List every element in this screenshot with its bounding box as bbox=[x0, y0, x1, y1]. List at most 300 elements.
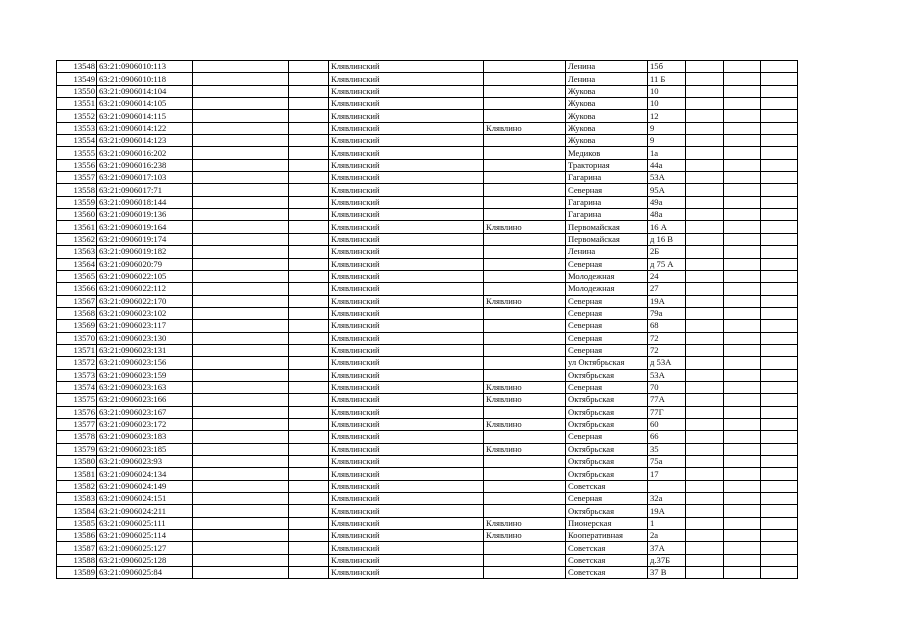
cell: Клявлинский bbox=[329, 159, 484, 171]
empty-cell bbox=[193, 307, 289, 319]
empty-cell bbox=[289, 184, 329, 196]
cadastral-number: 63:21:0906019:164 bbox=[97, 221, 193, 233]
property-registry-table bbox=[56, 60, 798, 579]
empty-cell bbox=[761, 221, 798, 233]
empty-cell bbox=[724, 554, 761, 566]
settlement bbox=[484, 493, 566, 505]
cell: Клявлинский bbox=[329, 110, 484, 122]
empty-cell bbox=[193, 320, 289, 332]
cadastral-number: 63:21:0906024:134 bbox=[97, 468, 193, 480]
cell: Клявлинский bbox=[329, 209, 484, 221]
empty-cell bbox=[686, 357, 724, 369]
cell: Клявлинский bbox=[329, 369, 484, 381]
empty-cell bbox=[289, 357, 329, 369]
settlement bbox=[484, 135, 566, 147]
cell: Клявлинский bbox=[329, 221, 484, 233]
empty-cell bbox=[289, 320, 329, 332]
empty-cell bbox=[193, 443, 289, 455]
empty-cell bbox=[686, 554, 724, 566]
row-number: 13569 bbox=[57, 320, 97, 332]
house-number: 60 bbox=[648, 418, 686, 430]
empty-cell bbox=[761, 418, 798, 430]
empty-cell bbox=[193, 283, 289, 295]
row-number: 13562 bbox=[57, 233, 97, 245]
settlement bbox=[484, 431, 566, 443]
settlement bbox=[484, 110, 566, 122]
row-number: 13583 bbox=[57, 493, 97, 505]
empty-cell bbox=[289, 530, 329, 542]
empty-cell bbox=[724, 357, 761, 369]
empty-cell bbox=[724, 159, 761, 171]
row-number: 13575 bbox=[57, 394, 97, 406]
cadastral-number: 63:21:0906019:182 bbox=[97, 246, 193, 258]
empty-cell bbox=[686, 431, 724, 443]
empty-cell bbox=[289, 98, 329, 110]
house-number: 11 Б bbox=[648, 73, 686, 85]
empty-cell bbox=[289, 418, 329, 430]
row-number: 13549 bbox=[57, 73, 97, 85]
empty-cell bbox=[724, 320, 761, 332]
empty-cell bbox=[686, 73, 724, 85]
empty-cell bbox=[724, 542, 761, 554]
empty-cell bbox=[289, 295, 329, 307]
house-number: 12 bbox=[648, 110, 686, 122]
empty-cell bbox=[193, 456, 289, 468]
cell: Клявлинский bbox=[329, 270, 484, 282]
empty-cell bbox=[724, 468, 761, 480]
street: Гагарина bbox=[566, 172, 648, 184]
cadastral-number: 63:21:0906014:115 bbox=[97, 110, 193, 122]
row-number: 13585 bbox=[57, 517, 97, 529]
empty-cell bbox=[761, 369, 798, 381]
table-row bbox=[57, 369, 798, 381]
table-row bbox=[57, 172, 798, 184]
settlement: Клявлино bbox=[484, 530, 566, 542]
cadastral-number: 63:21:0906024:211 bbox=[97, 505, 193, 517]
empty-cell bbox=[686, 418, 724, 430]
empty-cell bbox=[193, 418, 289, 430]
cell: Клявлинский bbox=[329, 73, 484, 85]
empty-cell bbox=[686, 283, 724, 295]
cell: Клявлинский bbox=[329, 394, 484, 406]
table-row bbox=[57, 357, 798, 369]
empty-cell bbox=[724, 135, 761, 147]
table-body bbox=[57, 61, 798, 579]
empty-cell bbox=[289, 493, 329, 505]
empty-cell bbox=[761, 184, 798, 196]
empty-cell bbox=[686, 159, 724, 171]
cell: Клявлинский bbox=[329, 233, 484, 245]
cadastral-number: 63:21:0906019:174 bbox=[97, 233, 193, 245]
cell: Клявлинский bbox=[329, 246, 484, 258]
empty-cell bbox=[193, 172, 289, 184]
street: Северная bbox=[566, 493, 648, 505]
settlement bbox=[484, 505, 566, 517]
row-number: 13558 bbox=[57, 184, 97, 196]
cell: Клявлинский bbox=[329, 567, 484, 579]
settlement bbox=[484, 320, 566, 332]
empty-cell bbox=[761, 394, 798, 406]
empty-cell bbox=[289, 159, 329, 171]
empty-cell bbox=[724, 431, 761, 443]
empty-cell bbox=[686, 530, 724, 542]
empty-cell bbox=[686, 493, 724, 505]
table-row bbox=[57, 135, 798, 147]
empty-cell bbox=[724, 258, 761, 270]
settlement bbox=[484, 147, 566, 159]
empty-cell bbox=[724, 110, 761, 122]
empty-cell bbox=[724, 209, 761, 221]
empty-cell bbox=[193, 122, 289, 134]
empty-cell bbox=[289, 221, 329, 233]
cadastral-number: 63:21:0906023:167 bbox=[97, 406, 193, 418]
empty-cell bbox=[724, 307, 761, 319]
cadastral-number: 63:21:0906023:166 bbox=[97, 394, 193, 406]
empty-cell bbox=[289, 307, 329, 319]
empty-cell bbox=[289, 85, 329, 97]
empty-cell bbox=[193, 61, 289, 73]
empty-cell bbox=[193, 233, 289, 245]
empty-cell bbox=[289, 431, 329, 443]
empty-cell bbox=[289, 406, 329, 418]
empty-cell bbox=[686, 406, 724, 418]
row-number: 13559 bbox=[57, 196, 97, 208]
settlement bbox=[484, 184, 566, 196]
empty-cell bbox=[193, 196, 289, 208]
house-number: 32а bbox=[648, 493, 686, 505]
table-row bbox=[57, 493, 798, 505]
street: ул Октябрьская bbox=[566, 357, 648, 369]
street: Жукова bbox=[566, 122, 648, 134]
cell: Клявлинский bbox=[329, 468, 484, 480]
table-row bbox=[57, 258, 798, 270]
empty-cell bbox=[289, 542, 329, 554]
table-row bbox=[57, 443, 798, 455]
empty-cell bbox=[761, 135, 798, 147]
street: Первомайская bbox=[566, 233, 648, 245]
row-number: 13567 bbox=[57, 295, 97, 307]
table-row bbox=[57, 554, 798, 566]
house-number: 37А bbox=[648, 542, 686, 554]
empty-cell bbox=[686, 456, 724, 468]
row-number: 13571 bbox=[57, 344, 97, 356]
house-number: 37 В bbox=[648, 567, 686, 579]
cadastral-number: 63:21:0906010:118 bbox=[97, 73, 193, 85]
table-row bbox=[57, 431, 798, 443]
table-row bbox=[57, 159, 798, 171]
empty-cell bbox=[724, 369, 761, 381]
empty-cell bbox=[686, 122, 724, 134]
settlement bbox=[484, 468, 566, 480]
cell: Клявлинский bbox=[329, 418, 484, 430]
empty-cell bbox=[193, 567, 289, 579]
table-row bbox=[57, 530, 798, 542]
house-number: 49а bbox=[648, 196, 686, 208]
settlement bbox=[484, 332, 566, 344]
street: Ленина bbox=[566, 61, 648, 73]
house-number: 53А bbox=[648, 172, 686, 184]
cell: Клявлинский bbox=[329, 381, 484, 393]
cadastral-number: 63:21:0906010:113 bbox=[97, 61, 193, 73]
house-number: 2а bbox=[648, 530, 686, 542]
row-number: 13573 bbox=[57, 369, 97, 381]
cadastral-number: 63:21:0906022:112 bbox=[97, 283, 193, 295]
empty-cell bbox=[724, 122, 761, 134]
empty-cell bbox=[761, 295, 798, 307]
row-number: 13565 bbox=[57, 270, 97, 282]
table-row bbox=[57, 406, 798, 418]
row-number: 13555 bbox=[57, 147, 97, 159]
row-number: 13548 bbox=[57, 61, 97, 73]
cell: Клявлинский bbox=[329, 554, 484, 566]
cell: Клявлинский bbox=[329, 431, 484, 443]
empty-cell bbox=[193, 505, 289, 517]
cadastral-number: 63:21:0906017:71 bbox=[97, 184, 193, 196]
empty-cell bbox=[193, 221, 289, 233]
settlement: Клявлино bbox=[484, 443, 566, 455]
empty-cell bbox=[761, 344, 798, 356]
empty-cell bbox=[193, 394, 289, 406]
empty-cell bbox=[686, 542, 724, 554]
settlement bbox=[484, 270, 566, 282]
empty-cell bbox=[724, 443, 761, 455]
table-row bbox=[57, 505, 798, 517]
cell: Клявлинский bbox=[329, 344, 484, 356]
cadastral-number: 63:21:0906014:104 bbox=[97, 85, 193, 97]
empty-cell bbox=[289, 480, 329, 492]
cadastral-number: 63:21:0906018:144 bbox=[97, 196, 193, 208]
settlement bbox=[484, 61, 566, 73]
table-row bbox=[57, 61, 798, 73]
street: Советская bbox=[566, 554, 648, 566]
settlement bbox=[484, 209, 566, 221]
empty-cell bbox=[193, 209, 289, 221]
street: Северная bbox=[566, 332, 648, 344]
settlement: Клявлино bbox=[484, 394, 566, 406]
street: Северная bbox=[566, 344, 648, 356]
empty-cell bbox=[724, 394, 761, 406]
row-number: 13556 bbox=[57, 159, 97, 171]
settlement bbox=[484, 246, 566, 258]
cadastral-number: 63:21:0906016:202 bbox=[97, 147, 193, 159]
empty-cell bbox=[686, 517, 724, 529]
empty-cell bbox=[724, 332, 761, 344]
house-number: 79а bbox=[648, 307, 686, 319]
empty-cell bbox=[193, 406, 289, 418]
house-number: д 53А bbox=[648, 357, 686, 369]
street: Северная bbox=[566, 307, 648, 319]
cell: Клявлинский bbox=[329, 406, 484, 418]
cadastral-number: 63:21:0906022:105 bbox=[97, 270, 193, 282]
cell: Клявлинский bbox=[329, 505, 484, 517]
empty-cell bbox=[686, 209, 724, 221]
row-number: 13581 bbox=[57, 468, 97, 480]
empty-cell bbox=[724, 418, 761, 430]
house-number: 17 bbox=[648, 468, 686, 480]
empty-cell bbox=[761, 307, 798, 319]
house-number: 95А bbox=[648, 184, 686, 196]
empty-cell bbox=[289, 110, 329, 122]
cadastral-number: 63:21:0906025:84 bbox=[97, 567, 193, 579]
empty-cell bbox=[686, 332, 724, 344]
empty-cell bbox=[289, 456, 329, 468]
table-row bbox=[57, 320, 798, 332]
empty-cell bbox=[761, 493, 798, 505]
street: Жукова bbox=[566, 110, 648, 122]
cadastral-number: 63:21:0906025:111 bbox=[97, 517, 193, 529]
empty-cell bbox=[761, 270, 798, 282]
row-number: 13554 bbox=[57, 135, 97, 147]
table-row bbox=[57, 394, 798, 406]
street: Северная bbox=[566, 258, 648, 270]
empty-cell bbox=[761, 246, 798, 258]
settlement bbox=[484, 567, 566, 579]
house-number: 75а bbox=[648, 456, 686, 468]
table-row bbox=[57, 184, 798, 196]
row-number: 13574 bbox=[57, 381, 97, 393]
empty-cell bbox=[193, 147, 289, 159]
empty-cell bbox=[193, 246, 289, 258]
empty-cell bbox=[289, 209, 329, 221]
empty-cell bbox=[761, 381, 798, 393]
empty-cell bbox=[686, 295, 724, 307]
empty-cell bbox=[724, 517, 761, 529]
empty-cell bbox=[724, 221, 761, 233]
empty-cell bbox=[761, 431, 798, 443]
empty-cell bbox=[761, 357, 798, 369]
cell: Клявлинский bbox=[329, 258, 484, 270]
empty-cell bbox=[686, 196, 724, 208]
empty-cell bbox=[289, 246, 329, 258]
empty-cell bbox=[193, 369, 289, 381]
row-number: 13578 bbox=[57, 431, 97, 443]
empty-cell bbox=[193, 73, 289, 85]
house-number: 16 А bbox=[648, 221, 686, 233]
empty-cell bbox=[761, 172, 798, 184]
empty-cell bbox=[724, 147, 761, 159]
settlement bbox=[484, 480, 566, 492]
settlement: Клявлино bbox=[484, 418, 566, 430]
street: Молодежная bbox=[566, 283, 648, 295]
row-number: 13552 bbox=[57, 110, 97, 122]
cell: Клявлинский bbox=[329, 283, 484, 295]
cadastral-number: 63:21:0906014:123 bbox=[97, 135, 193, 147]
house-number: 70 bbox=[648, 381, 686, 393]
empty-cell bbox=[289, 147, 329, 159]
street: Октябрьская bbox=[566, 468, 648, 480]
empty-cell bbox=[289, 369, 329, 381]
house-number: 1 bbox=[648, 517, 686, 529]
empty-cell bbox=[686, 468, 724, 480]
empty-cell bbox=[193, 332, 289, 344]
row-number: 13582 bbox=[57, 480, 97, 492]
empty-cell bbox=[724, 283, 761, 295]
empty-cell bbox=[686, 184, 724, 196]
settlement: Клявлино bbox=[484, 295, 566, 307]
empty-cell bbox=[724, 493, 761, 505]
empty-cell bbox=[193, 344, 289, 356]
street: Первомайская bbox=[566, 221, 648, 233]
cadastral-number: 63:21:0906023:93 bbox=[97, 456, 193, 468]
cell: Клявлинский bbox=[329, 320, 484, 332]
empty-cell bbox=[761, 283, 798, 295]
row-number: 13580 bbox=[57, 456, 97, 468]
table-row bbox=[57, 283, 798, 295]
street: Октябрьская bbox=[566, 418, 648, 430]
cadastral-number: 63:21:0906016:238 bbox=[97, 159, 193, 171]
empty-cell bbox=[193, 517, 289, 529]
cell: Клявлинский bbox=[329, 357, 484, 369]
empty-cell bbox=[686, 246, 724, 258]
settlement bbox=[484, 357, 566, 369]
empty-cell bbox=[686, 233, 724, 245]
street: Гагарина bbox=[566, 196, 648, 208]
row-number: 13576 bbox=[57, 406, 97, 418]
empty-cell bbox=[724, 172, 761, 184]
row-number: 13563 bbox=[57, 246, 97, 258]
empty-cell bbox=[686, 320, 724, 332]
table-row bbox=[57, 344, 798, 356]
cadastral-number: 63:21:0906025:127 bbox=[97, 542, 193, 554]
cadastral-number: 63:21:0906023:117 bbox=[97, 320, 193, 332]
cell: Клявлинский bbox=[329, 307, 484, 319]
empty-cell bbox=[761, 406, 798, 418]
empty-cell bbox=[289, 344, 329, 356]
empty-cell bbox=[686, 98, 724, 110]
cadastral-number: 63:21:0906023:130 bbox=[97, 332, 193, 344]
empty-cell bbox=[289, 517, 329, 529]
cell: Клявлинский bbox=[329, 480, 484, 492]
cell: Клявлинский bbox=[329, 122, 484, 134]
street: Ленина bbox=[566, 246, 648, 258]
table-row bbox=[57, 468, 798, 480]
cadastral-number: 63:21:0906014:105 bbox=[97, 98, 193, 110]
table-row bbox=[57, 381, 798, 393]
settlement bbox=[484, 196, 566, 208]
empty-cell bbox=[761, 147, 798, 159]
cell: Клявлинский bbox=[329, 85, 484, 97]
empty-cell bbox=[761, 258, 798, 270]
street: Советская bbox=[566, 480, 648, 492]
street: Северная bbox=[566, 381, 648, 393]
empty-cell bbox=[686, 258, 724, 270]
empty-cell bbox=[761, 530, 798, 542]
house-number: 19А bbox=[648, 295, 686, 307]
cadastral-number: 63:21:0906024:151 bbox=[97, 493, 193, 505]
empty-cell bbox=[289, 61, 329, 73]
cadastral-number: 63:21:0906023:172 bbox=[97, 418, 193, 430]
empty-cell bbox=[289, 283, 329, 295]
house-number: 77Г bbox=[648, 406, 686, 418]
empty-cell bbox=[724, 567, 761, 579]
empty-cell bbox=[193, 135, 289, 147]
table-row bbox=[57, 73, 798, 85]
empty-cell bbox=[761, 456, 798, 468]
settlement bbox=[484, 344, 566, 356]
empty-cell bbox=[686, 135, 724, 147]
cell: Клявлинский bbox=[329, 493, 484, 505]
table-row bbox=[57, 307, 798, 319]
house-number: 48а bbox=[648, 209, 686, 221]
row-number: 13572 bbox=[57, 357, 97, 369]
empty-cell bbox=[686, 394, 724, 406]
house-number: 44а bbox=[648, 159, 686, 171]
empty-cell bbox=[686, 381, 724, 393]
empty-cell bbox=[724, 295, 761, 307]
house-number: 10 bbox=[648, 85, 686, 97]
street: Северная bbox=[566, 320, 648, 332]
cell: Клявлинский bbox=[329, 332, 484, 344]
